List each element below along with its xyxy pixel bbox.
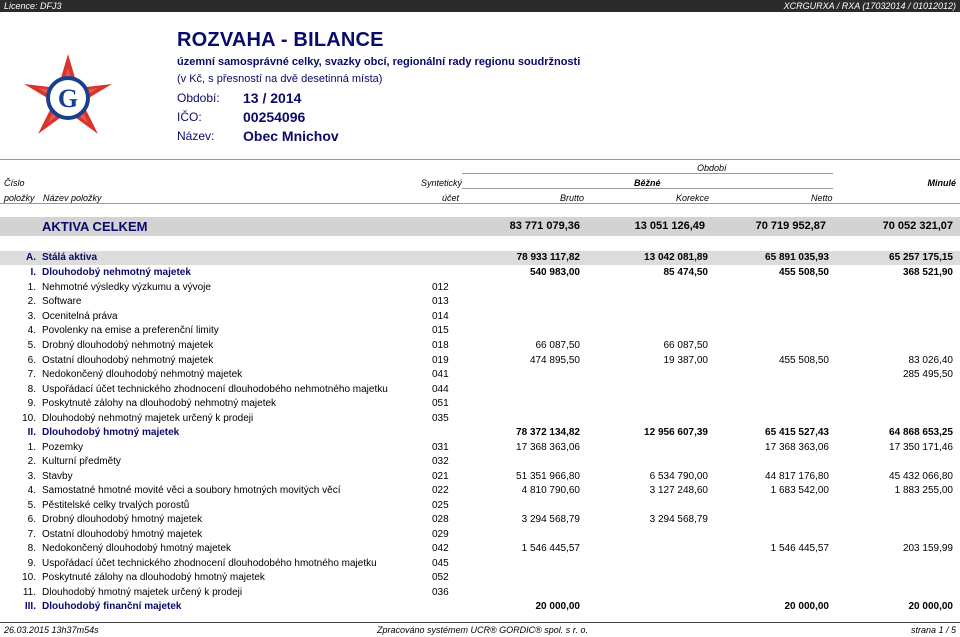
row-korekce: 6 534 790,00 [649,471,708,482]
row-name: Poskytnuté zálohy na dlouhodobý hmotný majetek [42,572,265,583]
row-account: 031 [432,442,449,453]
row-account: 025 [432,500,449,511]
table-row [0,281,960,295]
gordic-logo-icon [22,52,114,144]
header-obdobi-line [462,173,833,174]
row-name: Software [42,296,82,307]
row-minule: 1 883 255,00 [894,485,953,496]
row-name: Nehmotné výsledky výzkumu a vývoje [42,282,211,293]
row-name: Dlouhodobý hmotný majetek určený k prodeji [42,587,243,598]
licence-text: Licence: DFJ3 [4,1,62,11]
row-name: Nedokončený dlouhodobý nehmotný majetek [42,369,243,380]
row-name: Drobný dlouhodobý nehmotný majetek [42,340,214,351]
row-index: 4. [27,325,36,336]
aktiva-korekce: 13 051 126,49 [634,220,705,232]
row-name: Dlouhodobý nehmotný majetek [42,267,191,278]
row-account: 028 [432,514,449,525]
row-name: Stavby [42,471,73,482]
row-account: 042 [432,543,449,554]
footer-system: Zpracováno systémem UCR® GORDIC® spol. s r. o. [377,625,588,635]
row-index: A. [26,252,36,263]
footer [0,624,960,637]
row-minule: 83 026,40 [908,355,953,366]
row-account: 021 [432,471,449,482]
row-index: 2. [27,456,36,467]
row-name: Ocenitelná práva [42,311,118,322]
report-subtitle: územní samosprávné celky, svazky obcí, regionální rady regionu soudržnosti [177,56,581,68]
row-index: 9. [27,398,36,409]
ico-label: IČO: [177,110,202,124]
header-bezne: Běžné [634,178,661,188]
row-account: 041 [432,369,449,380]
row-account: 035 [432,413,449,424]
row-name: Dlouhodobý nehmotný majetek určený k prodeji [42,413,254,424]
aktiva-brutto: 83 771 079,36 [509,220,580,232]
row-name: Uspořádací účet technického zhodnocení dlouhodobého hmotného majetku [42,558,377,569]
row-account: 022 [432,485,449,496]
row-account: 014 [432,311,449,322]
table-row [0,499,960,513]
header-obdobi: Období [697,163,727,173]
row-index: 8. [27,543,36,554]
header-bottom-line [0,203,960,204]
table-row [0,426,960,440]
row-index: 7. [27,529,36,540]
header-synteticky: Syntetický [421,178,463,188]
row-brutto: 474 895,50 [529,355,580,366]
table-row [0,324,960,338]
row-netto: 44 817 176,80 [765,471,829,482]
logo-letter: G [57,84,79,113]
row-korekce: 3 294 568,79 [649,514,708,525]
row-brutto: 3 294 568,79 [521,514,580,525]
row-index: 11. [22,587,36,598]
row-brutto: 51 351 966,80 [516,471,580,482]
header-ucet: účet [442,193,460,203]
row-index: 5. [27,340,36,351]
row-netto: 20 000,00 [784,601,829,612]
row-account: 052 [432,572,449,583]
row-netto: 65 415 527,43 [765,427,829,438]
row-account: 045 [432,558,449,569]
row-brutto: 20 000,00 [535,601,580,612]
row-netto: 1 546 445,57 [770,543,829,554]
row-index: 10. [22,413,36,424]
row-index: 9. [27,558,36,569]
row-brutto: 17 368 363,06 [516,442,580,453]
header-polozky: položky [4,193,35,203]
row-name: Uspořádací účet technického zhodnocení dlouhodobého nehmotného majetku [42,384,388,395]
header-bezne-line [462,188,833,189]
row-minule: 65 257 175,15 [889,252,953,263]
row-name: Nedokončený dlouhodobý hmotný majetek [42,543,232,554]
row-brutto: 4 810 790,60 [521,485,580,496]
row-index: 3. [27,471,36,482]
footer-line [0,622,960,623]
row-minule: 17 350 171,46 [889,442,953,453]
row-minule: 368 521,90 [902,267,953,278]
aktiva-minule: 70 052 321,07 [882,220,953,232]
table-row [0,368,960,382]
row-name: Dlouhodobý finanční majetek [42,601,182,612]
row-netto: 455 508,50 [778,355,829,366]
row-netto: 65 891 035,93 [765,252,829,263]
row-account: 044 [432,384,449,395]
row-korekce: 13 042 081,89 [644,252,708,263]
row-account: 032 [432,456,449,467]
row-index: III. [24,601,36,612]
row-account: 018 [432,340,449,351]
row-index: 5. [27,500,36,511]
report-code-text: XCRGURXA / RXA (17032014 / 01012012) [783,1,956,11]
table-row [0,295,960,309]
aktiva-netto: 70 719 952,87 [755,220,826,232]
aktiva-celkem-row [0,217,960,236]
table-row [0,513,960,527]
obdobi-value: 13 / 2014 [243,90,302,106]
table-row [0,557,960,571]
row-name: Dlouhodobý hmotný majetek [42,427,180,438]
row-index: 1. [27,442,36,453]
row-korekce: 3 127 248,60 [649,485,708,496]
row-index: II. [27,427,36,438]
row-name: Samostatné hmotné movité věci a soubory hmotných movitých věcí [42,485,341,496]
obdobi-label: Období: [177,91,220,105]
row-name: Pěstitelské celky trvalých porostů [42,500,190,511]
row-minule: 285 495,50 [902,369,953,380]
row-account: 019 [432,355,449,366]
table-row [0,586,960,600]
table-header [0,159,960,204]
table-row [0,571,960,585]
row-brutto: 66 087,50 [535,340,580,351]
row-index: 10. [22,572,36,583]
nazev-label: Název: [177,129,215,143]
row-minule: 45 432 066,80 [889,471,953,482]
row-name: Povolenky na emise a preferenční limity [42,325,219,336]
table-row [0,441,960,455]
ico-value: 00254096 [243,109,306,125]
report-title: ROZVAHA - BILANCE [177,29,384,51]
aktiva-label: AKTIVA CELKEM [42,219,148,234]
table-row [0,266,960,280]
row-account: 051 [432,398,449,409]
nazev-value: Obec Mnichov [243,128,339,144]
row-minule: 20 000,00 [908,601,953,612]
table-row [0,412,960,426]
table-row [0,397,960,411]
row-name: Poskytnuté zálohy na dlouhodobý nehmotný majetek [42,398,277,409]
header-korekce: Korekce [676,193,710,203]
table-row [0,542,960,556]
top-bar [0,0,960,12]
row-minule: 64 868 653,25 [889,427,953,438]
table-row [0,470,960,484]
table-row [0,383,960,397]
row-name: Pozemky [42,442,84,453]
row-name: Drobný dlouhodobý hmotný majetek [42,514,203,525]
row-brutto: 78 933 117,82 [516,252,580,263]
table-row [0,528,960,542]
table-row [0,484,960,498]
row-index: 6. [27,355,36,366]
row-minule: 203 159,99 [902,543,953,554]
row-name: Ostatní dlouhodobý nehmotný majetek [42,355,214,366]
row-index: 8. [27,384,36,395]
table-row [0,251,960,265]
row-name: Ostatní dlouhodobý hmotný majetek [42,529,203,540]
header-cislo: Číslo [4,178,25,188]
table-row [0,339,960,353]
footer-timestamp: 26.03.2015 13h37m54s [4,625,99,635]
row-brutto: 540 983,00 [529,267,580,278]
row-index: 1. [27,282,36,293]
row-index: 4. [27,485,36,496]
row-brutto: 1 546 445,57 [521,543,580,554]
row-index: 3. [27,311,36,322]
row-account: 012 [432,282,449,293]
header-brutto: Brutto [560,193,585,203]
header-minule: Minulé [927,178,956,188]
table-row [0,310,960,324]
row-account: 015 [432,325,449,336]
row-korekce: 85 474,50 [663,267,708,278]
row-korekce: 66 087,50 [663,340,708,351]
header-nazev: Název položky [43,193,102,203]
row-korekce: 12 956 607,39 [644,427,708,438]
row-index: 7. [27,369,36,380]
row-account: 013 [432,296,449,307]
table-row [0,600,960,614]
table-row [0,354,960,368]
row-netto: 1 683 542,00 [770,485,829,496]
row-korekce: 19 387,00 [663,355,708,366]
footer-page: strana 1 / 5 [910,625,956,635]
row-name: Stálá aktiva [42,252,98,263]
row-brutto: 78 372 134,82 [516,427,580,438]
table-row [0,455,960,469]
row-netto: 17 368 363,06 [765,442,829,453]
row-netto: 455 508,50 [778,267,829,278]
header-netto: Netto [811,193,833,203]
row-account: 036 [432,587,449,598]
row-index: 6. [27,514,36,525]
row-name: Kulturní předměty [42,456,121,467]
report-units: (v Kč, s přesností na dvě desetinná místa) [177,73,383,85]
row-account: 029 [432,529,449,540]
row-index: I. [30,267,36,278]
row-index: 2. [27,296,36,307]
